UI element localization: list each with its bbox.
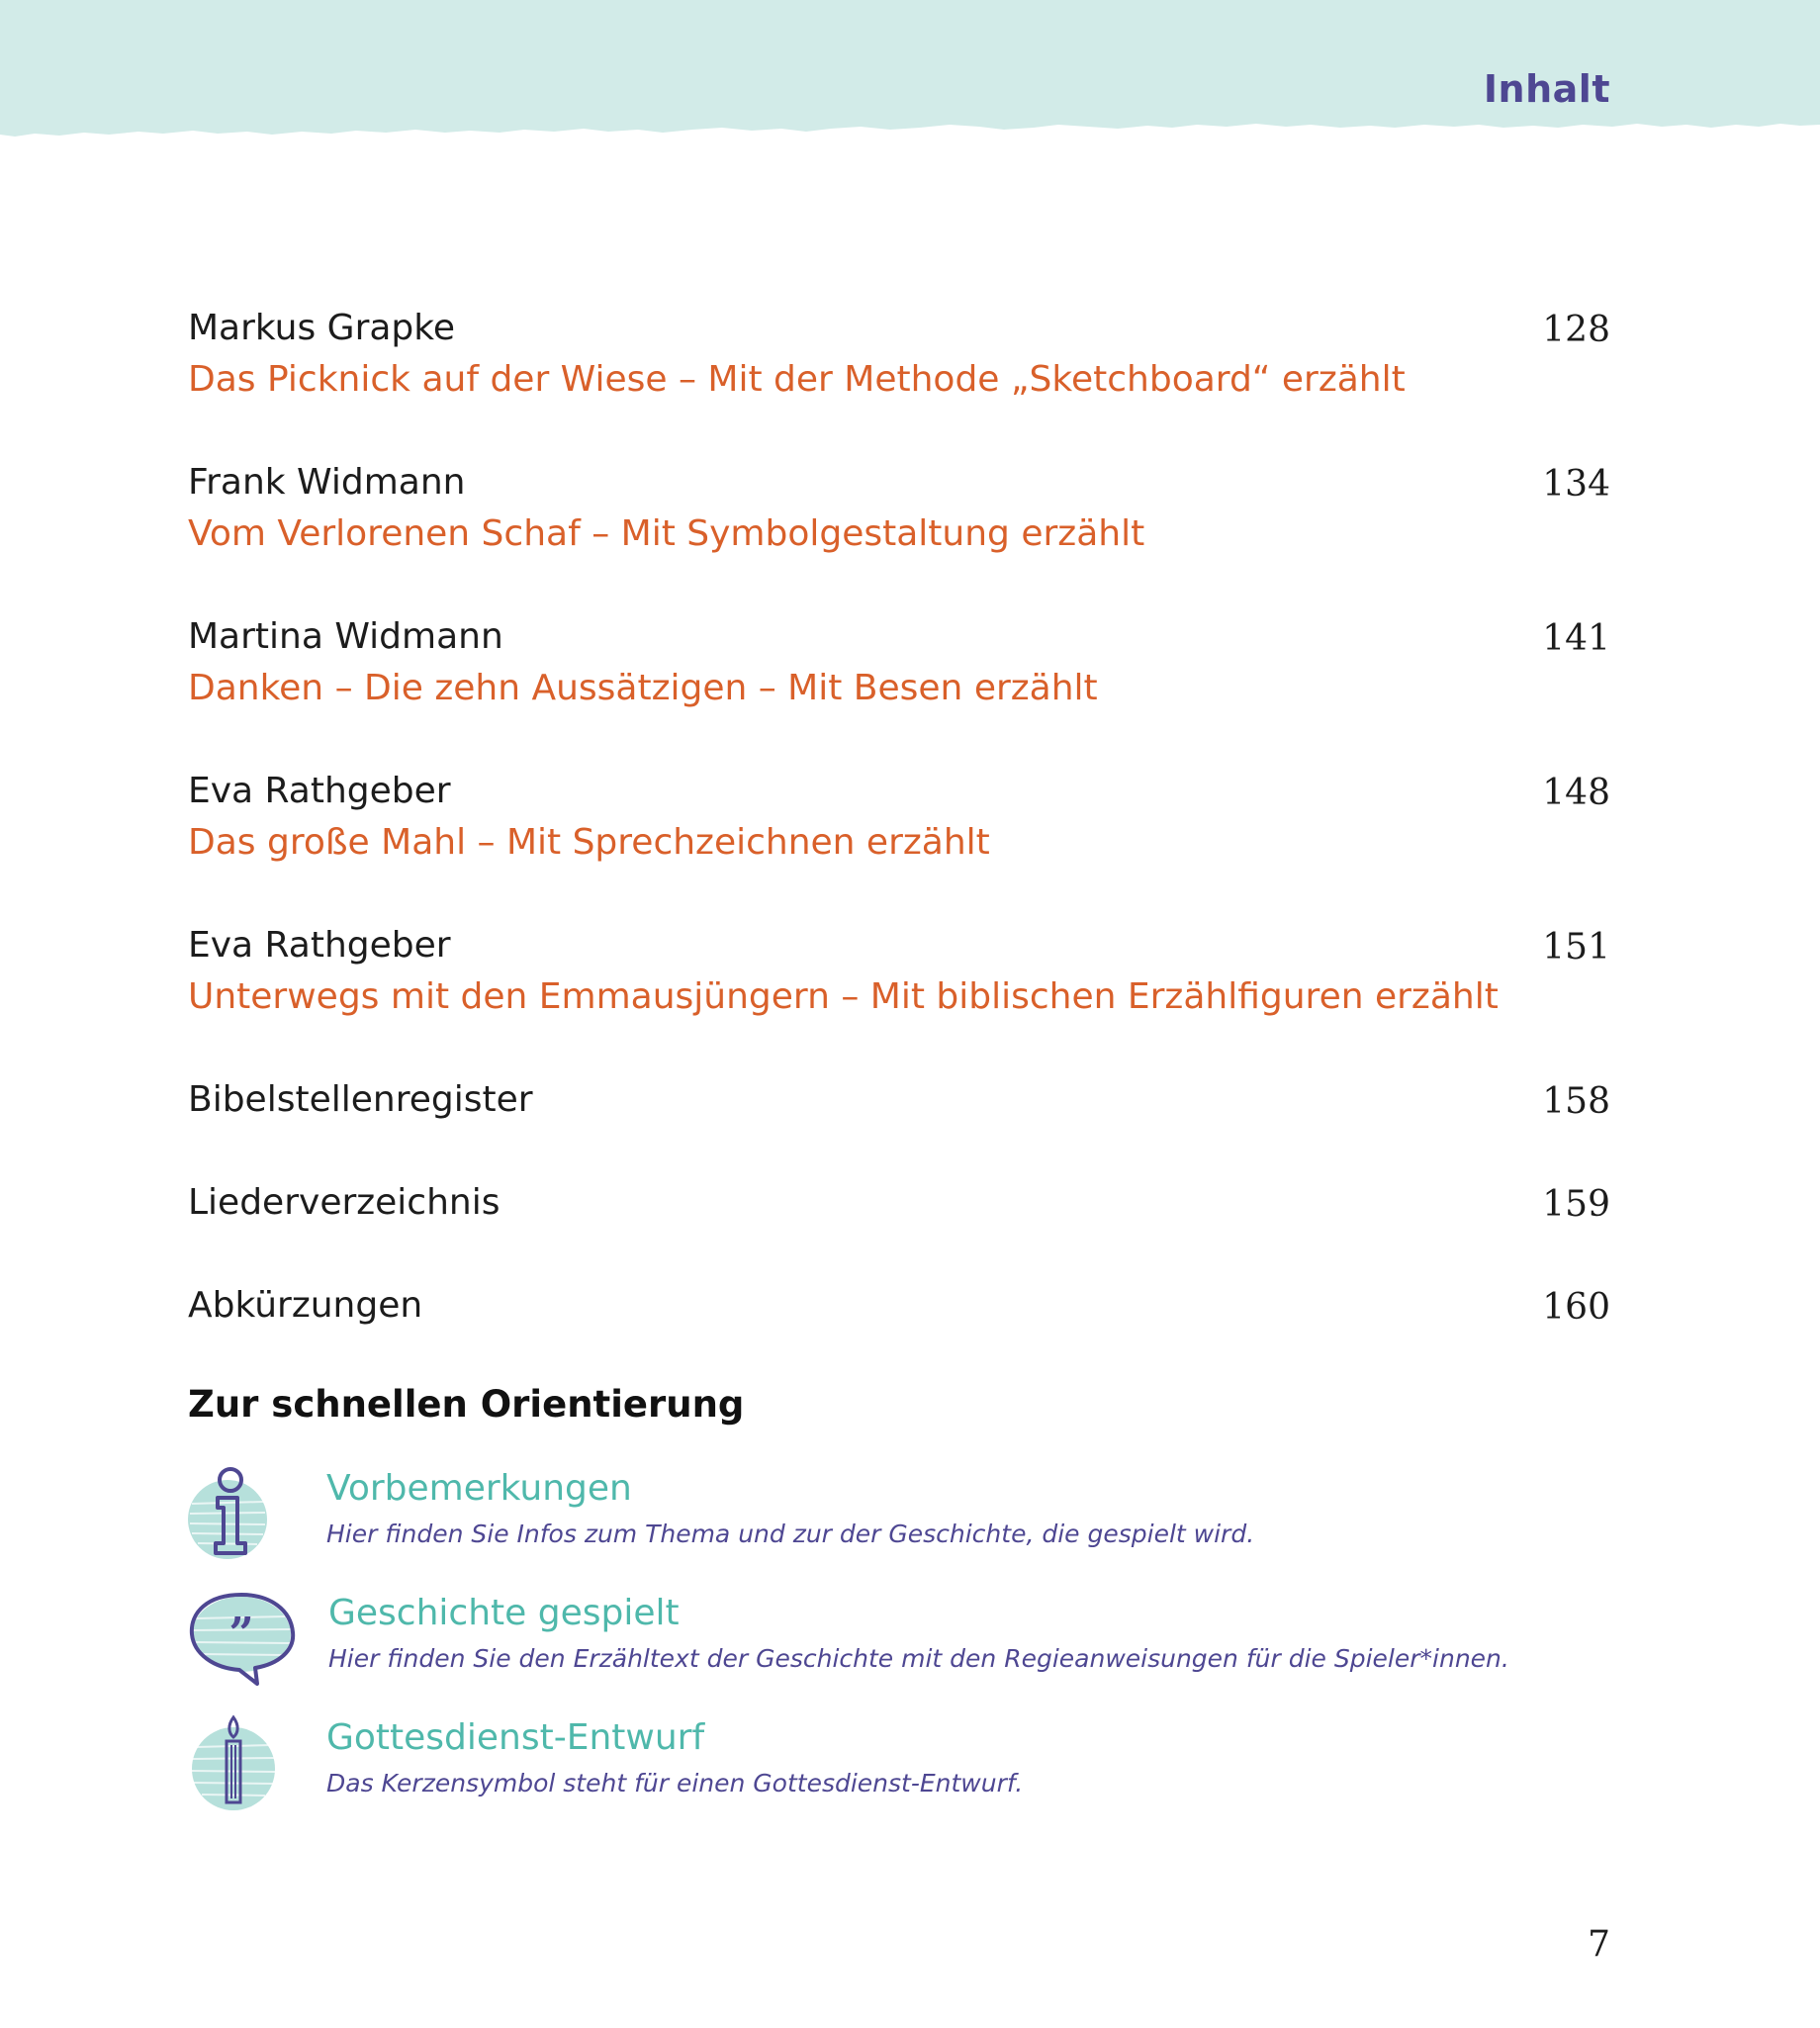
toc-page-number: 128 <box>1542 310 1610 350</box>
table-of-contents <box>188 303 1610 1383</box>
toc-author: Martina Widmann <box>188 616 503 657</box>
toc-entry-single[interactable] <box>188 1074 1610 1177</box>
orientation-item-title: Geschichte gespielt <box>328 1593 680 1633</box>
orientation-item-description: Hier finden Sie den Erzähltext der Geschichte mit den Regieanweisungen für die Spieler*innen. <box>328 1644 1509 1673</box>
toc-page-number: 159 <box>1542 1184 1610 1225</box>
orientation-heading: Zur schnellen Orientierung <box>188 1383 745 1426</box>
toc-page-number: 134 <box>1542 464 1610 505</box>
toc-title[interactable]: Vom Verlorenen Schaf – Mit Symbolgestaltung erzählt <box>188 513 1145 554</box>
orientation-item-description: Hier finden Sie Infos zum Thema und zur der Geschichte, die gespielt wird. <box>326 1520 1255 1548</box>
toc-entry[interactable] <box>188 920 1610 1074</box>
toc-author: Eva Rathgeber <box>188 771 451 811</box>
toc-title[interactable]: Das große Mahl – Mit Sprechzeichnen erzählt <box>188 822 990 863</box>
toc-author: Eva Rathgeber <box>188 925 451 966</box>
info-icon <box>188 1464 297 1563</box>
toc-entry-single[interactable] <box>188 1280 1610 1383</box>
toc-page-number: 151 <box>1542 927 1610 968</box>
orientation-item-title: Gottesdienst-Entwurf <box>326 1717 705 1758</box>
toc-author: Frank Widmann <box>188 462 466 503</box>
section-label: Inhalt <box>1483 67 1610 111</box>
orientation-item-vorbemerkungen <box>188 1464 1622 1573</box>
speech-bubble-icon <box>188 1589 297 1688</box>
toc-entry[interactable] <box>188 303 1610 457</box>
toc-entry-single[interactable] <box>188 1177 1610 1280</box>
toc-entry[interactable] <box>188 766 1610 920</box>
toc-title[interactable]: Danken – Die zehn Aussätzigen – Mit Besen erzählt <box>188 668 1098 708</box>
toc-page-number: 141 <box>1542 618 1610 659</box>
toc-title[interactable]: Das Picknick auf der Wiese – Mit der Methode „Sketchboard“ erzählt <box>188 359 1406 400</box>
page-number: 7 <box>1588 1924 1610 1965</box>
toc-entry[interactable] <box>188 611 1610 766</box>
toc-author: Markus Grapke <box>188 308 455 348</box>
orientation-item-gottesdienst-entwurf <box>188 1713 1622 1822</box>
orientation-item-title: Vorbemerkungen <box>326 1468 632 1509</box>
svg-text:”: ” <box>228 1609 254 1659</box>
toc-page-number: 160 <box>1542 1287 1610 1328</box>
orientation-item-description: Das Kerzensymbol steht für einen Gottesdienst-Entwurf. <box>326 1769 1024 1798</box>
orientation-item-geschichte-gespielt <box>188 1589 1622 1698</box>
toc-single-title[interactable]: Liederverzeichnis <box>188 1182 500 1223</box>
toc-page-number: 158 <box>1542 1081 1610 1122</box>
toc-title[interactable]: Unterwegs mit den Emmausjüngern – Mit biblischen Erzählfiguren erzählt <box>188 976 1499 1017</box>
toc-single-title[interactable]: Abkürzungen <box>188 1285 423 1326</box>
candle-icon <box>188 1713 297 1812</box>
toc-single-title[interactable]: Bibelstellenregister <box>188 1079 533 1120</box>
toc-entry[interactable] <box>188 457 1610 611</box>
toc-page-number: 148 <box>1542 773 1610 813</box>
